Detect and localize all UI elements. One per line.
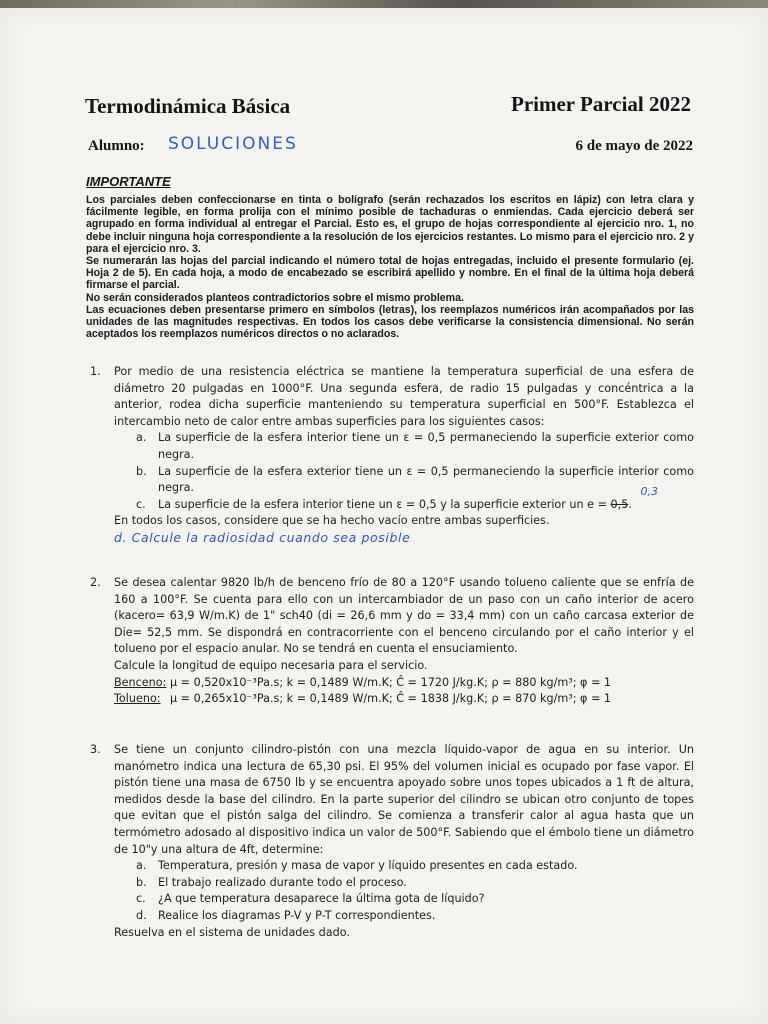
exercise-statement: Se desea calentar 9820 lb/h de benceno frío de 80 a 120°F usando tolueno caliente que se enfría de 160 a 100°F. Se cuenta para ello con un intercambiador de un paso con un caño interior de acero (kacero= 63,9 W/m.K) de 1" sch40 (di = 26,6 mm y do = 33,4 mm) con un caño carcasa exterior de Die= 52,5 mm. Se dispondrá en contracorriente con el benceno circulando por el caño interior y el tolueno por el espacio anular. No se tendrá en cuenta el ensuciamiento. (114, 576, 694, 656)
exercise-1 (90, 364, 694, 547)
exercise-statement: Por medio de una resistencia eléctrica se mantiene la temperatura superficial de una esfera de diámetro 20 pulgadas en 1000°F. Una segunda esfera, de radio 15 pulgadas y concéntrica a la anterior, rodea dicha superficie manteniendo su temperatura superficial en 500°F. Establezca el intercambio neto de calor entre ambas superficies para los siguientes casos: (114, 365, 694, 428)
property-row-toluene (114, 691, 694, 708)
exercise-item-c: c. La superficie de la esfera interior tiene un ε = 0,5 y la superficie exterior un e = 0,5. 0,3 (136, 484, 658, 511)
exercise-item: b. El trabajo realizado durante todo el proceso. (136, 875, 407, 889)
rule-paragraph: Los parciales deben confeccionarse en tinta o bolígrafo (serán rechazados los escritos en lápiz) con letra clara y fácilmente legible, en forma prolija con el mínimo posible de tachaduras o enmiendas. Cada ejercicio deberá ser agrupado en forma individual al entregar el Parcial. Esto es, el grupo de hojas correspondiente al ejercicio nro. 1, no debe incluir ninguna hoja correspondiente a la resolución de los ejercicios restantes. Lo mismo para el ejercicio nro. 2 y para el ejercicio nro. 3. (86, 194, 694, 255)
important-rules (86, 194, 694, 340)
student-row (88, 134, 693, 158)
exam-sheet (0, 8, 768, 1024)
handwritten-correction: 0,3 (640, 484, 658, 498)
exercise-item: b. La superficie de la esfera exterior tiene un ε = 0,5 permaneciendo la superficie interior como negra. (136, 464, 694, 495)
exercise-item: c. ¿A que temperatura desaparece la última gota de líquido? (136, 892, 485, 906)
handwritten-item-d: d. Calcule la radiosidad cuando sea posible (114, 529, 411, 545)
struck-value: 0,5 (610, 497, 629, 511)
exercise-number: 3. (90, 743, 101, 756)
rule-paragraph: Se numerarán las hojas del parcial indicando el número total de hojas entregadas, incluido el presente formulario (ej. Hoja 2 de 5). En cada hoja, a modo de encabezado se escribirá apellido y nombre. En el final de la última hoja deberá firmarse el parcial. (86, 255, 694, 292)
property-row-benzene (114, 675, 694, 692)
rule-paragraph: No serán considerados planteos contradictorios sobre el mismo problema. (86, 291, 464, 304)
exercise-number: 1. (90, 365, 101, 378)
exercise-item: d. Realice los diagramas P-V y P-T correspondientes. (136, 908, 436, 922)
property-values: μ = 0,520x10⁻³Pa.s; k = 0,1489 W/m.K; Ĉ = 1720 J/kg.K; ρ = 880 kg/m³; φ = 1 (170, 675, 612, 689)
property-label: Tolueno: (114, 692, 161, 706)
rule-paragraph: Las ecuaciones deben presentarse primero en símbolos (letras), los reemplazos numéricos irán acompañados por las unidades de las magnitudes respectivas. En todos los casos debe verificarse la consistencia dimensional. No serán aceptados los reemplazos numéricos directos o no aclarados. (86, 303, 694, 341)
property-values: μ = 0,265x10⁻³Pa.s; k = 0,1489 W/m.K; Ĉ = 1838 J/kg.K; ρ = 870 kg/m³; φ = 1 (170, 692, 612, 706)
student-handwritten-name: SOLUCIONES (168, 134, 298, 154)
exercise-item: a. Temperatura, presión y masa de vapor y líquido presentes en cada estado. (136, 859, 578, 873)
exercise-statement: Se tiene un conjunto cilindro-pistón con una mezcla líquido-vapor de agua en su interior. Un manómetro indica una lectura de 65,30 psi. El 95% del volumen inicial es ocupado por fase vapor. El pistón tiene una masa de 6750 lb y se encuentra apoyado sobre unos topes ubicados a 1 ft de altura, medidos desde la base del cilindro. En la parte superior del cilindro se ubican otro conjunto de topes que evitan que el pistón salga del cilindro. Se comienza a transferir calor al agua hasta que un termómetro adosado al dispositivo indica un valor de 500°F. Sabiendo que el émbolo tiene un diámetro de 10"y una altura de 4ft, determine: (114, 743, 694, 856)
important-heading: IMPORTANTE (86, 174, 171, 189)
course-title: Termodinámica Básica (85, 94, 291, 118)
exercise-2 (90, 575, 694, 708)
exam-title: Primer Parcial 2022 (511, 92, 691, 116)
exercise-note: En todos los casos, considere que se ha hecho vacío entre ambas superficies. (114, 514, 550, 528)
exercise-closing: Resuelva en el sistema de unidades dado. (114, 925, 350, 939)
exercise-task: Calcule la longitud de equipo necesaria para el servicio. (114, 658, 428, 672)
exercise-3 (90, 742, 694, 941)
student-label: Alumno: (88, 138, 145, 154)
exercise-item: a. La superficie de la esfera interior tiene un ε = 0,5 permaneciendo la superficie exterior como negra. (136, 431, 694, 461)
property-label: Benceno: (114, 675, 167, 689)
exam-date: 6 de mayo de 2022 (575, 138, 693, 154)
exercise-number: 2. (90, 576, 101, 589)
